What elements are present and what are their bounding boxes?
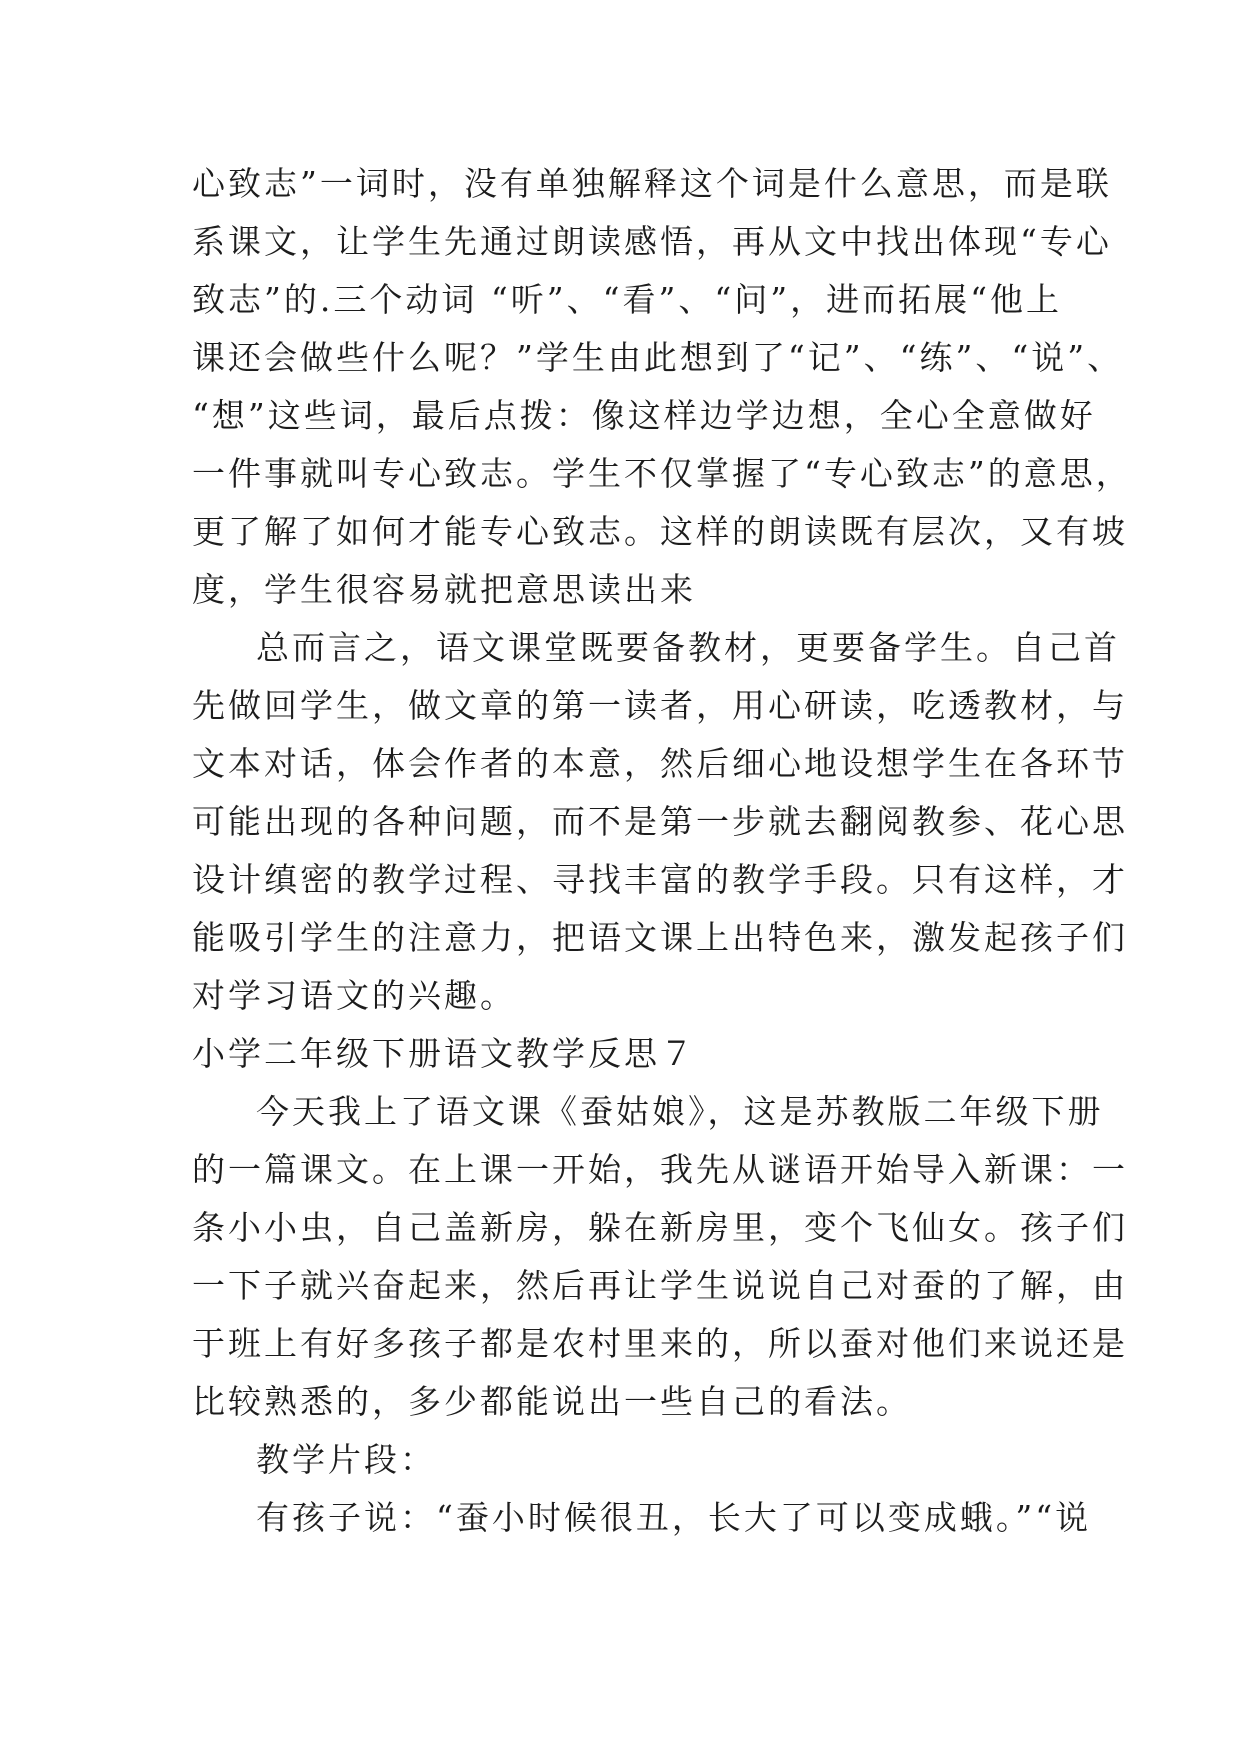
body-line: 文本对话，体会作者的本意，然后细心地设想学生在各环节 bbox=[192, 744, 1128, 783]
body-line: “想”这些词，最后点拨：像这样边学边想，全心全意做好 bbox=[192, 396, 1096, 435]
body-line: 课还会做些什么呢？”学生由此想到了“记”、“练”、“说”、 bbox=[192, 338, 1124, 377]
body-line: 对学习语文的兴趣。 bbox=[192, 976, 516, 1015]
body-line: 心致志”一词时，没有单独解释这个词是什么意思，而是联 bbox=[192, 164, 1112, 203]
body-line: 度，学生很容易就把意思读出来 bbox=[192, 570, 696, 609]
body-line: 致志”的.三个动词 “听”、“看”、“问”，进而拓展“他上 bbox=[192, 280, 1062, 319]
paragraph-first-line: 总而言之，语文课堂既要备教材，更要备学生。自己首 bbox=[256, 628, 1120, 667]
paragraph-first-line: 今天我上了语文课《蚕姑娘》，这是苏教版二年级下册 bbox=[256, 1092, 1104, 1131]
body-line: 可能出现的各种问题，而不是第一步就去翻阅教参、花心思 bbox=[192, 802, 1128, 841]
body-line: 的一篇课文。在上课一开始，我先从谜语开始导入新课：一 bbox=[192, 1150, 1128, 1189]
body-line: 系课文，让学生先通过朗读感悟，再从文中找出体现“专心 bbox=[192, 222, 1112, 261]
body-line: 能吸引学生的注意力，把语文课上出特色来，激发起孩子们 bbox=[192, 918, 1128, 957]
body-line: 先做回学生，做文章的第一读者，用心研读，吃透教材，与 bbox=[192, 686, 1128, 725]
body-line: 条小小虫，自己盖新房，躲在新房里，变个飞仙女。孩子们 bbox=[192, 1208, 1128, 1247]
body-line: 设计缜密的教学过程、寻找丰富的教学手段。只有这样，才 bbox=[192, 860, 1128, 899]
paragraph-first-line: 有孩子说：“蚕小时候很丑，长大了可以变成蛾。”“说 bbox=[256, 1498, 1092, 1537]
paragraph-first-line: 教学片段： bbox=[256, 1440, 436, 1479]
body-line: 一下子就兴奋起来，然后再让学生说说自己对蚕的了解，由 bbox=[192, 1266, 1128, 1305]
body-line: 比较熟悉的，多少都能说出一些自己的看法。 bbox=[192, 1382, 912, 1421]
body-line: 一件事就叫专心致志。学生不仅掌握了“专心致志”的意思， bbox=[192, 454, 1132, 493]
body-line: 于班上有好多孩子都是农村里来的，所以蚕对他们来说还是 bbox=[192, 1324, 1128, 1363]
body-line: 更了解了如何才能专心致志。这样的朗读既有层次，又有坡 bbox=[192, 512, 1128, 551]
section-title: 小学二年级下册语文教学反思７ bbox=[192, 1034, 696, 1073]
